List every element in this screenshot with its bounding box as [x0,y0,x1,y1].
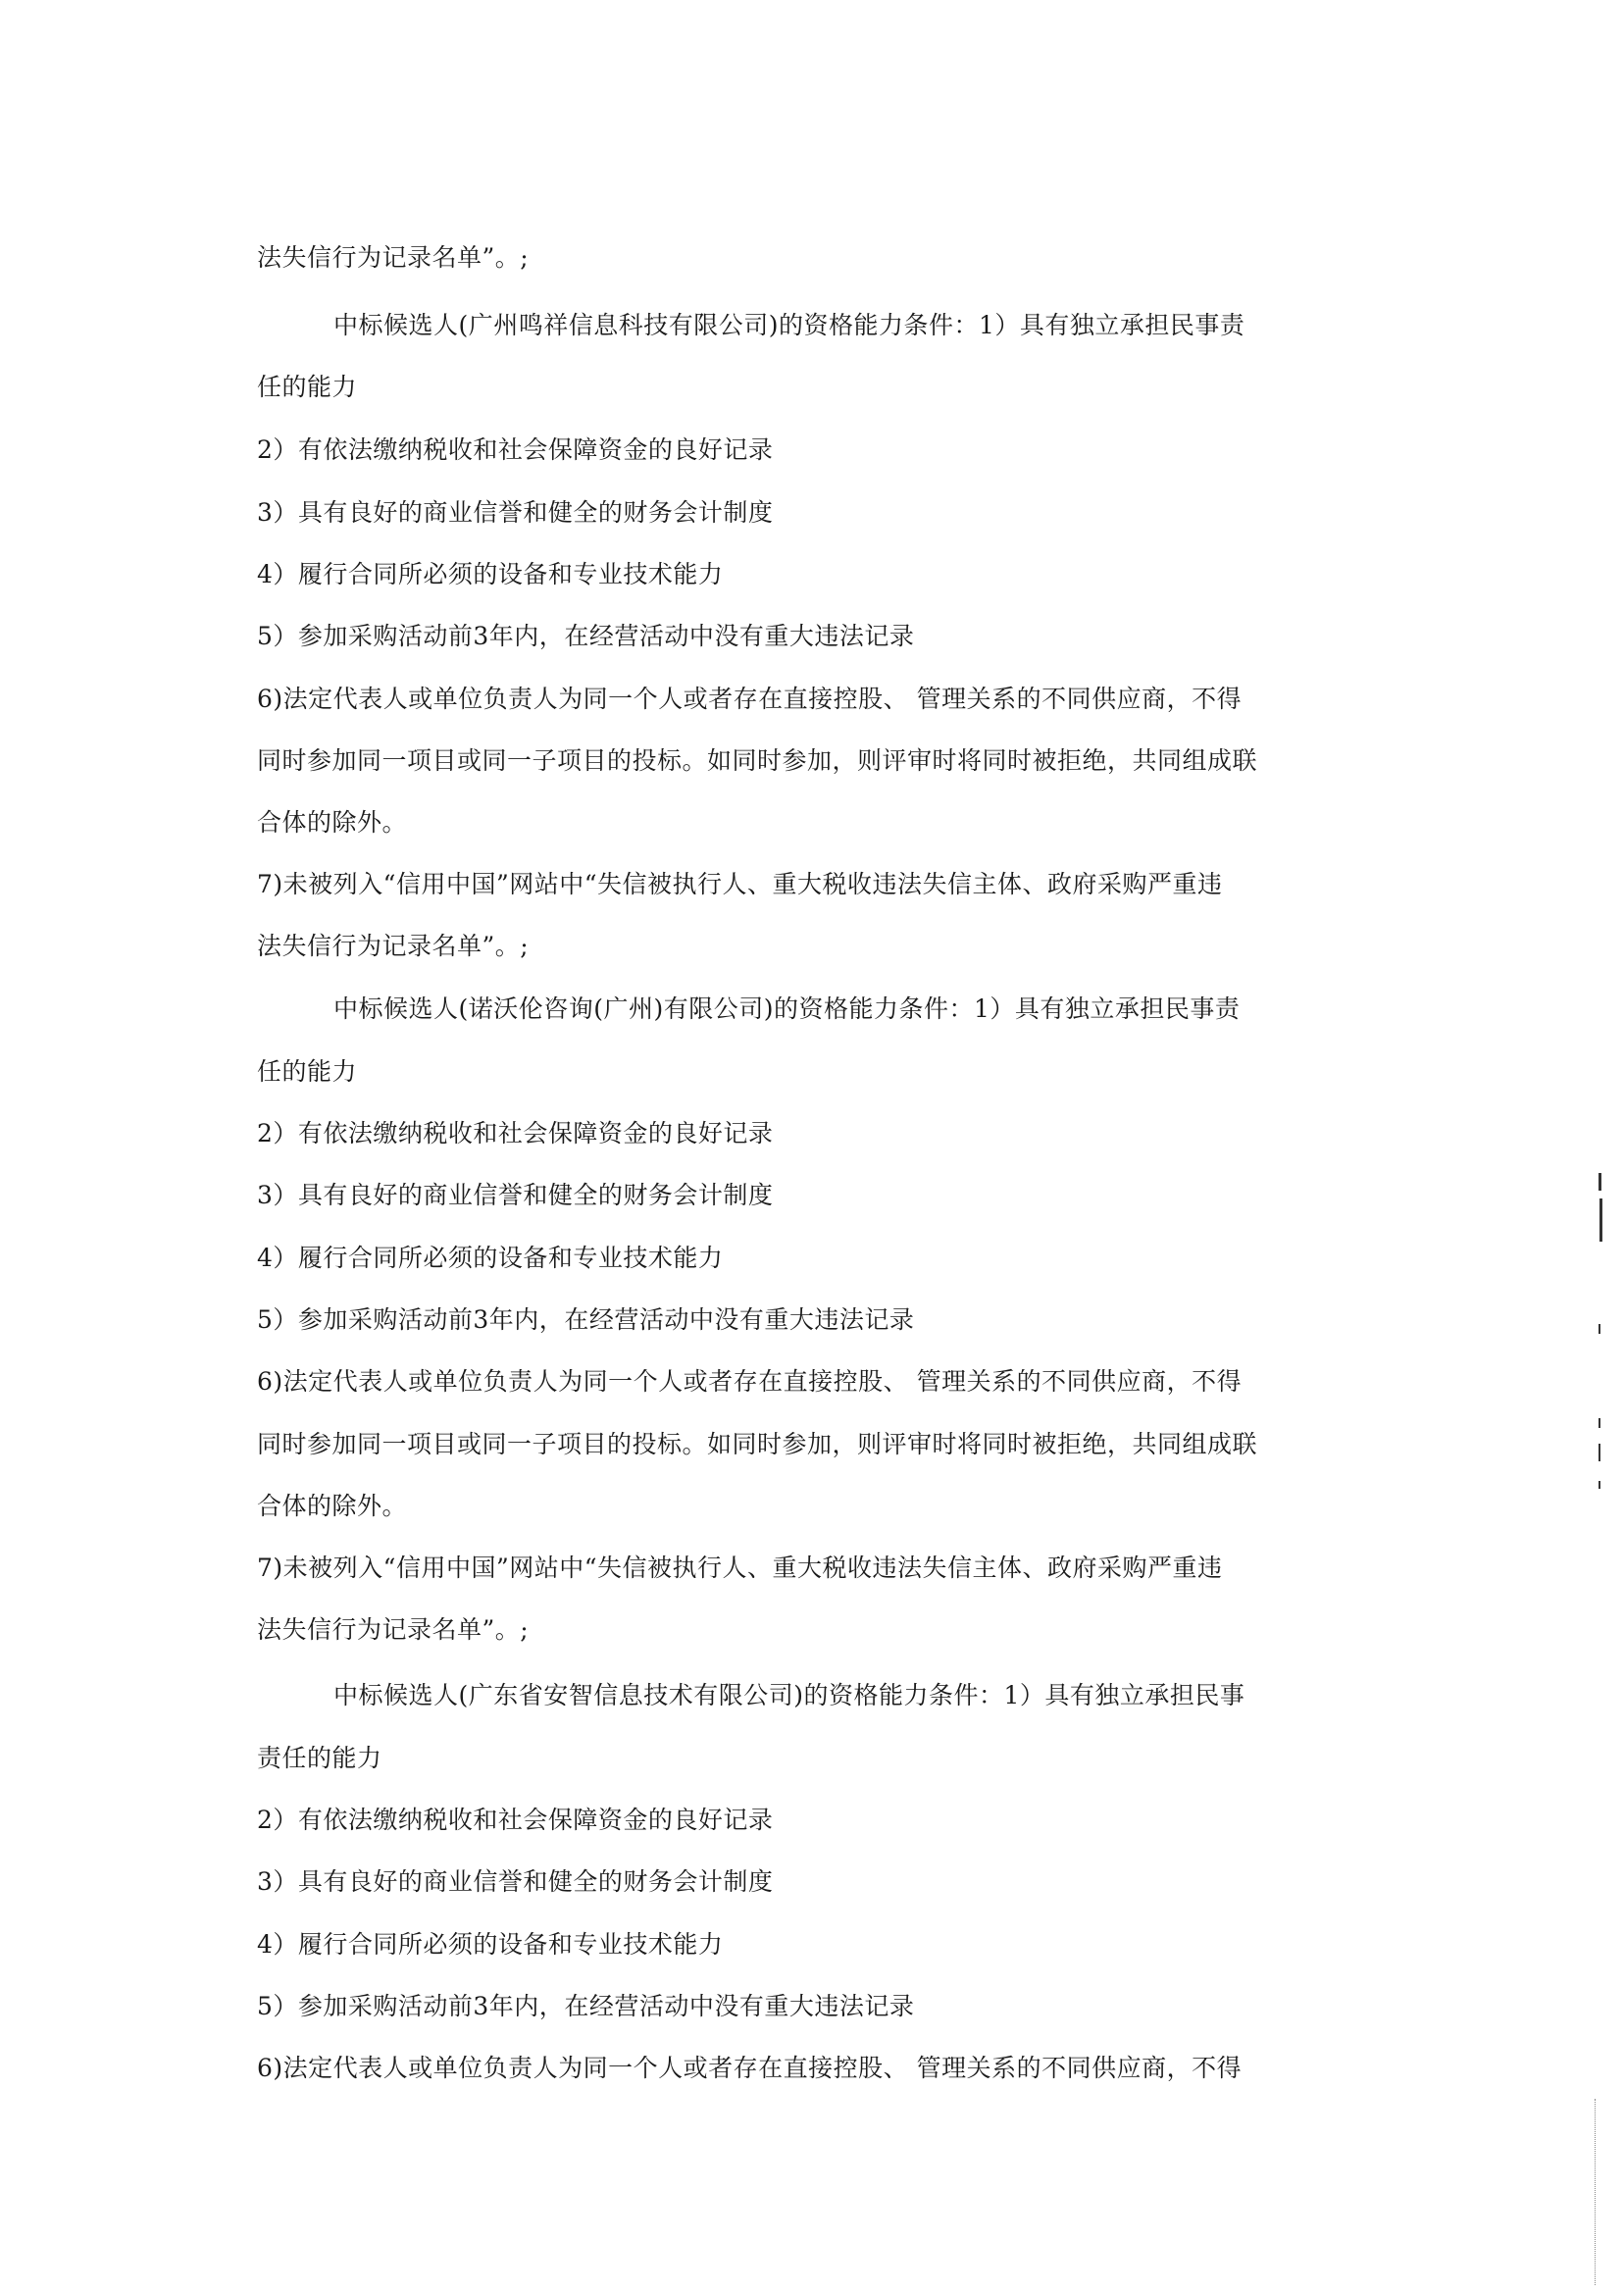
text-line: 6)法定代表人或单位负责人为同一个人或者存在直接控股、 管理关系的不同供应商，不得 [257,1367,1243,1396]
text-line: 合体的除外。 [257,1492,408,1520]
text-line: 同时参加同一项目或同一子项目的投标。如同时参加，则评审时将同时被拒绝，共同组成联 [257,1430,1258,1458]
scan-artifact [1599,1324,1600,1334]
text-line: 2）有依法缴纳税收和社会保障资金的良好记录 [257,1806,774,1834]
text-line: 5）参加采购活动前3年内，在经营活动中没有重大违法记录 [257,1305,915,1334]
candidate-heading: 中标候选人(诺沃伦咨询(广州)有限公司)的资格能力条件：1）具有独立承担民事责 [333,994,1241,1023]
text-line: 法失信行为记录名单”。; [257,1615,530,1644]
text-line: 2）有依法缴纳税收和社会保障资金的良好记录 [257,1119,774,1147]
scan-artifact [1599,1481,1600,1489]
scan-artifact [1599,1418,1600,1428]
text-line: 5）参加采购活动前3年内，在经营活动中没有重大违法记录 [257,1992,915,2020]
scan-artifact [1599,1198,1602,1242]
candidate-heading: 中标候选人(广州鸣祥信息科技有限公司)的资格能力条件：1）具有独立承担民事责 [333,311,1245,339]
text-line: 2）有依法缴纳税收和社会保障资金的良好记录 [257,435,774,464]
scan-artifact [1595,2099,1596,2285]
text-line: 3）具有良好的商业信誉和健全的财务会计制度 [257,498,774,527]
candidate-heading: 中标候选人(广东省安智信息技术有限公司)的资格能力条件：1）具有独立承担民事 [333,1681,1245,1709]
text-line: 3）具有良好的商业信誉和健全的财务会计制度 [257,1181,774,1209]
text-line: 法失信行为记录名单”。; [257,243,530,272]
text-line: 4）履行合同所必须的设备和专业技术能力 [257,1244,724,1272]
text-line: 同时参加同一项目或同一子项目的投标。如同时参加，则评审时将同时被拒绝，共同组成联 [257,746,1258,775]
text-line: 6)法定代表人或单位负责人为同一个人或者存在直接控股、 管理关系的不同供应商，不得 [257,2054,1243,2082]
text-line: 责任的能力 [257,1744,382,1772]
scan-artifact [1599,1173,1601,1191]
text-line: 任的能力 [257,373,358,401]
text-line: 合体的除外。 [257,808,408,837]
scan-artifact [1599,1444,1600,1461]
text-line: 4）履行合同所必须的设备和专业技术能力 [257,1930,724,1959]
text-line: 6)法定代表人或单位负责人为同一个人或者存在直接控股、 管理关系的不同供应商，不得 [257,685,1243,713]
text-line: 3）具有良好的商业信誉和健全的财务会计制度 [257,1867,774,1896]
text-line: 4）履行合同所必须的设备和专业技术能力 [257,560,724,588]
text-line: 5）参加采购活动前3年内，在经营活动中没有重大违法记录 [257,622,915,650]
text-line: 任的能力 [257,1057,358,1086]
text-line: 7)未被列入“信用中国”网站中“失信被执行人、重大税收违法失信主体、政府采购严重违 [257,870,1223,898]
text-line: 7)未被列入“信用中国”网站中“失信被执行人、重大税收违法失信主体、政府采购严重违 [257,1554,1223,1582]
text-line: 法失信行为记录名单”。; [257,932,530,960]
